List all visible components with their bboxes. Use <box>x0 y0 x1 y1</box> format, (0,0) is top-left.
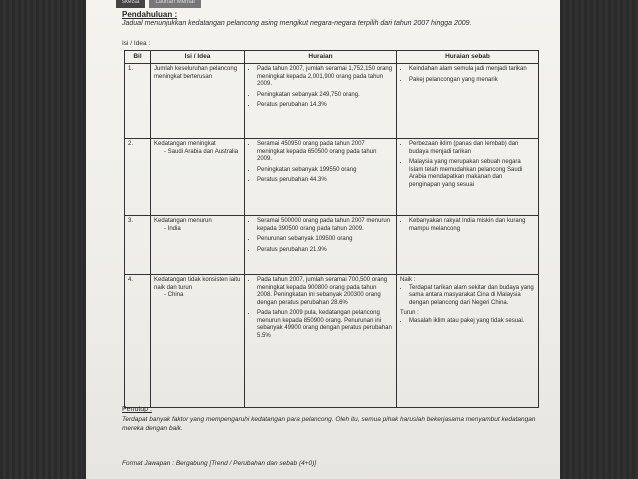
tab-label-1: sketsa <box>116 0 145 8</box>
trend-table <box>124 50 539 408</box>
cell-sebab <box>397 64 539 139</box>
isi-text: Kedatangan menurun <box>154 218 212 225</box>
intro-text: Jadual menunjukkan kedatangan pelancong asing mengikut negara-negara terpilih dari tahun 2007 hingga 2009. <box>122 20 472 27</box>
background-left <box>0 0 82 479</box>
isi-label: Isi / Idea : <box>122 40 151 47</box>
sebab-item: • Pakej pelancongan yang menarik <box>409 77 535 85</box>
isi-subtext: - India <box>164 225 181 232</box>
sebab-turun-label: Turun : <box>400 310 419 317</box>
cell-sebab <box>397 139 539 216</box>
background-right <box>560 0 638 479</box>
huraian-item: • Pada tahun 2007, jumlah seramai 700,500 orang meningkat kepada 900800 orang pada tahun 2008. Peningkatan ini sebanyak 200300 orang dengan peratus perubahan 28.6% <box>257 277 393 307</box>
cell-bil: 1. <box>125 64 151 139</box>
huraian-item: • Peningkatan sebanyak 249,750 orang. <box>257 92 393 100</box>
table-row <box>125 216 539 275</box>
cell-bil: 4. <box>125 275 151 408</box>
sebab-naik-label: Naik : <box>400 277 416 284</box>
isi-text: Kedatangan tidak konsisten iaitu naik dan turun <box>154 277 241 291</box>
sebab-item: • Masalah iklim atau pakej yang tidak sesuai. <box>409 318 535 326</box>
penutup-text: Terdapat banyak faktor yang mempengaruhi kedatangan para pelancong. Oleh itu, semua pihak haruslah bekerjasama menyambut kedatangan mereka dengan baik. <box>122 416 536 432</box>
huraian-item: • Peratus perubahan 21.9% <box>257 247 393 255</box>
cell-huraian <box>245 216 397 275</box>
sebab-item: • Terdapat tarikan alam sekitar dan budaya yang sama antara masyarakat Cina di Malaysia dengan pelancong dari Negeri China. <box>409 285 535 308</box>
header-sebab: Huraian sebab <box>397 51 539 64</box>
format-text: Format Jawapan : Bergabung [Trend / Perubahan dan sebab (4+0)] <box>122 460 317 467</box>
isi-text: Jumlah keseluruhan pelancong meningkat berterusan <box>154 66 238 80</box>
header-isi: Isi / Idea <box>151 51 245 64</box>
huraian-item: • Seramai 450950 orang pada tahun 2007 meningkat kepada 650500 orang pada tahun 2009. <box>257 141 393 164</box>
intro-title: Pendahuluan : <box>122 10 178 19</box>
table-row <box>125 139 539 216</box>
sebab-item: • Perbezaan iklim (panas dan lembab) dan budaya menjadi tarikan <box>409 141 535 156</box>
cell-bil: 3. <box>125 216 151 275</box>
cell-isi <box>151 139 245 216</box>
isi-subtext: - China <box>164 292 184 299</box>
isi-text: Kedatangan meningkat <box>154 141 216 148</box>
cell-isi <box>151 275 245 408</box>
sebab-item: • Keindahan alam semula jadi menjadi tarikan <box>409 66 535 74</box>
cell-huraian <box>245 275 397 408</box>
huraian-item: • Peningkatan sebanyak 199550 orang <box>257 167 393 175</box>
sebab-item: • Kebanyakan rakyat India miskin dan kurang mampu melancong <box>409 218 535 233</box>
huraian-item: • Pada tahun 2007, jumlah seramai 1,752,150 orang meningkat kepada 2,001,900 orang pada tahun 2009. <box>257 66 393 89</box>
cell-huraian <box>245 64 397 139</box>
document-page <box>86 0 560 479</box>
huraian-item: • Peratus perubahan 44.3% <box>257 177 393 185</box>
cell-isi <box>151 64 245 139</box>
cell-sebab <box>397 216 539 275</box>
cell-huraian <box>245 139 397 216</box>
huraian-item: • Peratus perubahan 14.3% <box>257 102 393 110</box>
table-row <box>125 275 539 408</box>
huraian-item: • Seramai 500000 orang pada tahun 2007 menurun kepada 390500 orang pada tahun 2009. <box>257 218 393 233</box>
header-tabs <box>116 0 201 8</box>
penutup-title: Penutup : <box>122 406 152 413</box>
huraian-item: • Penurunan sebanyak 109500 orang <box>257 236 393 244</box>
header-huraian: Huraian <box>245 51 397 64</box>
cell-sebab <box>397 275 539 408</box>
table-header-row <box>125 51 539 64</box>
tab-label-2: Latihan Mental <box>149 0 200 8</box>
cell-isi <box>151 216 245 275</box>
sebab-item: • Malaysia yang merupakan sebuah negara Islam telah memudahkan pelancong Saudi Arabia mendapatkan makanan dan penginapan yang sesuai <box>409 159 535 189</box>
table-row <box>125 64 539 139</box>
isi-subtext: - Saudi Arabia dan Australia <box>164 148 239 155</box>
cell-bil: 2. <box>125 139 151 216</box>
huraian-item: • Pada tahun 2009 pula, kedatangan pelancong menurun kepada 850900 orang. Penurunan ini sebanyak 49900 orang dengan peratus perubahan 5.5% <box>257 310 393 340</box>
header-bil: Bil <box>125 51 151 64</box>
